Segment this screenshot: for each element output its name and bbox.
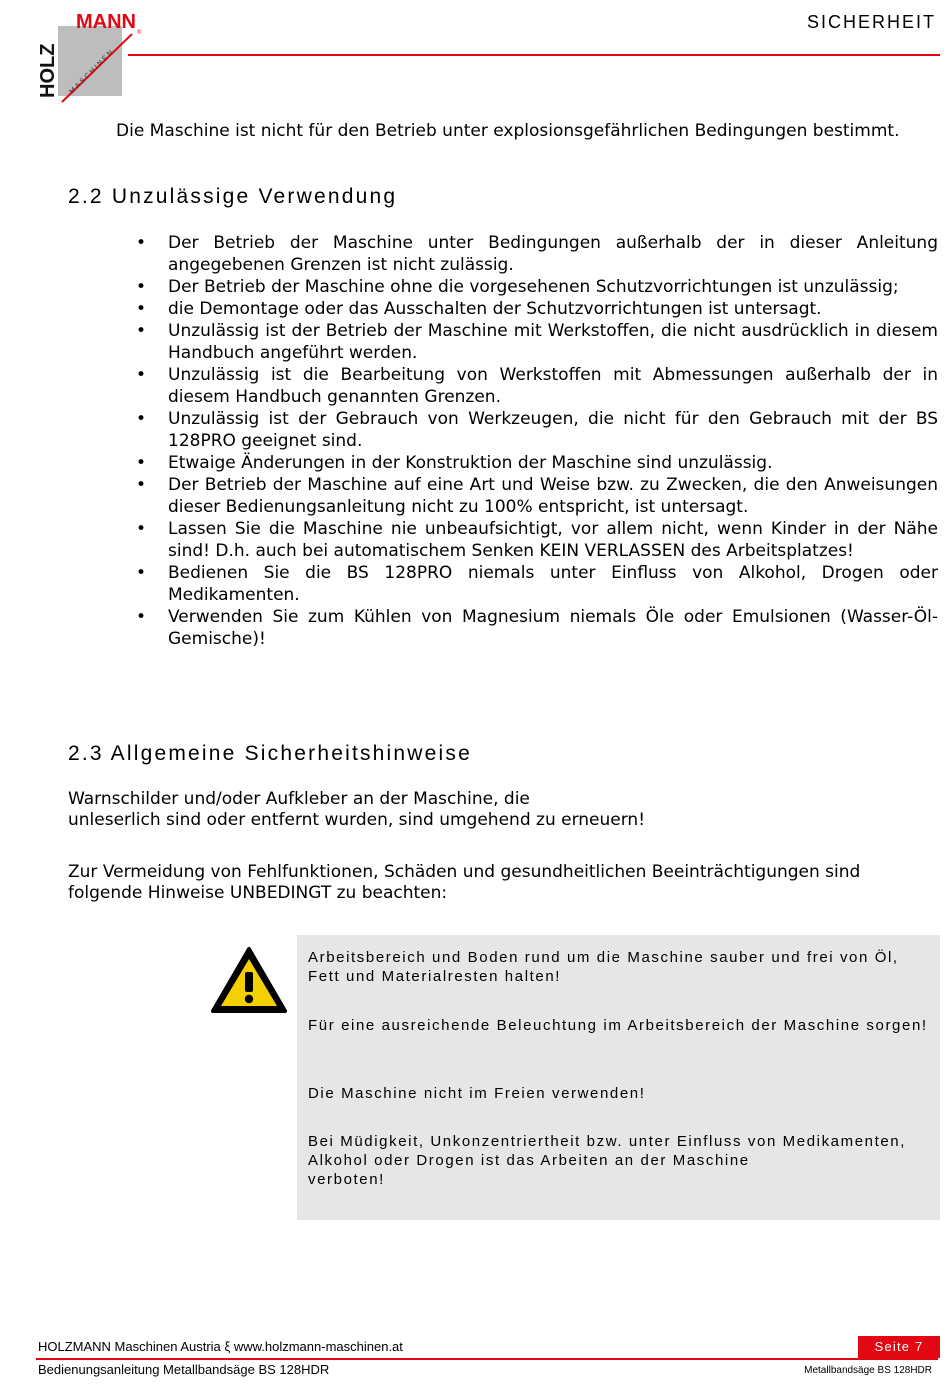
page-number-badge: Seite 7 — [858, 1336, 940, 1358]
list-item: • Bedienen Sie die BS 128PRO niemals unter Einfluss von Alkohol, Drogen oder Medikamenten. — [132, 562, 938, 606]
logo-mann-text: MANN — [76, 11, 136, 33]
list-item: • Etwaige Änderungen in der Konstruktion der Maschine sind unzulässig. — [132, 452, 938, 474]
list-item: • die Demontage oder das Ausschalten der Schutzvorrichtungen ist untersagt. — [132, 298, 938, 320]
header-rule — [128, 54, 940, 56]
safety-notice-box — [297, 935, 940, 1220]
intro-paragraph: Die Maschine ist nicht für den Betrieb unter explosionsgefährlichen Bedingungen bestimmt. — [116, 121, 900, 141]
safety-notice-line: Bei Müdigkeit, Unkonzentriertheit bzw. unter Einfluss von Medikamenten, Alkohol oder Drogen ist das Arbeiten an der Maschine — [308, 1133, 907, 1169]
list-item: • Verwenden Sie zum Kühlen von Magnesium niemals Öle oder Emulsionen (Wasser-Öl-Gemische)! — [132, 606, 938, 650]
instructions-paragraph: Zur Vermeidung von Fehlfunktionen, Schäden und gesundheitlichen Beeinträchtigungen sind folgende Hinweise UNBEDINGT zu beachten: — [68, 862, 861, 903]
list-item: • Unzulässig ist die Bearbeitung von Werkstoffen mit Abmessungen außerhalb der in diesem Handbuch genannten Grenzen. — [132, 364, 938, 408]
footer-rule — [36, 1358, 938, 1360]
list-item: • Der Betrieb der Maschine unter Bedingungen außerhalb der in dieser Anleitung angegebenen Grenzen ist nicht zulässig. — [132, 232, 938, 276]
logo-holz-text: HOLZ — [37, 43, 59, 98]
footer-company-line: HOLZMANN Maschinen Austria ξ www.holzmann-maschinen.at — [38, 1339, 403, 1354]
holzmann-logo — [36, 11, 142, 108]
list-item: • Der Betrieb der Maschine ohne die vorgesehenen Schutzvorrichtungen ist unzulässig; — [132, 276, 938, 298]
list-item: • Der Betrieb der Maschine auf eine Art und Weise bzw. zu Zwecken, die den Anweisungen dieser Bedienungsanleitung nicht zu 100% entspricht, ist untersagt. — [132, 474, 938, 518]
logo-maschinen-text: MASCHINEN — [68, 48, 116, 96]
section-label: SICHERHEIT — [806, 12, 936, 32]
safety-notice-text — [308, 1132, 930, 1189]
paragraph-line: Warnschilder und/oder Aufkleber an der Maschine, die — [68, 789, 530, 809]
safety-notice-text: Für eine ausreichende Beleuchtung im Arbeitsbereich der Maschine sorgen! — [308, 1017, 928, 1034]
paragraph-line: unleserlich sind oder entfernt wurden, sind umgehend zu erneuern! — [68, 810, 646, 830]
section-heading-unzulaessige-verwendung: 2.2 Unzulässige Verwendung — [68, 185, 398, 208]
prohibited-use-list — [132, 232, 938, 650]
footer-manual-title: Bedienungsanleitung Metallbandsäge BS 128HDR — [38, 1362, 330, 1377]
list-item: • Lassen Sie die Maschine nie unbeaufsichtigt, vor allem nicht, wenn Kinder in der Nähe sind! D.h. auch bei automatischem Senken KEIN VERLASSEN des Arbeitsplatzes! — [132, 518, 938, 562]
warning-labels-paragraph — [68, 789, 928, 831]
footer-product-name: Metallbandsäge BS 128HDR — [804, 1365, 932, 1376]
warning-triangle-icon — [210, 946, 288, 1014]
logo-registered-mark: ® — [137, 30, 142, 36]
safety-notice-line: verboten! — [308, 1171, 385, 1188]
section-heading-sicherheitshinweise: 2.3 Allgemeine Sicherheitshinweise — [68, 742, 472, 765]
safety-notice-text: Arbeitsbereich und Boden rund um die Maschine sauber und frei von Öl, Fett und Materialresten halten! — [308, 949, 899, 985]
list-item: • Unzulässig ist der Gebrauch von Werkzeugen, die nicht für den Gebrauch mit der BS 128PRO geeignet sind. — [132, 408, 938, 452]
list-item: • Unzulässig ist der Betrieb der Maschine mit Werkstoffen, die nicht ausdrücklich in diesem Handbuch angeführt werden. — [132, 320, 938, 364]
safety-notice-text: Die Maschine nicht im Freien verwenden! — [308, 1085, 646, 1102]
